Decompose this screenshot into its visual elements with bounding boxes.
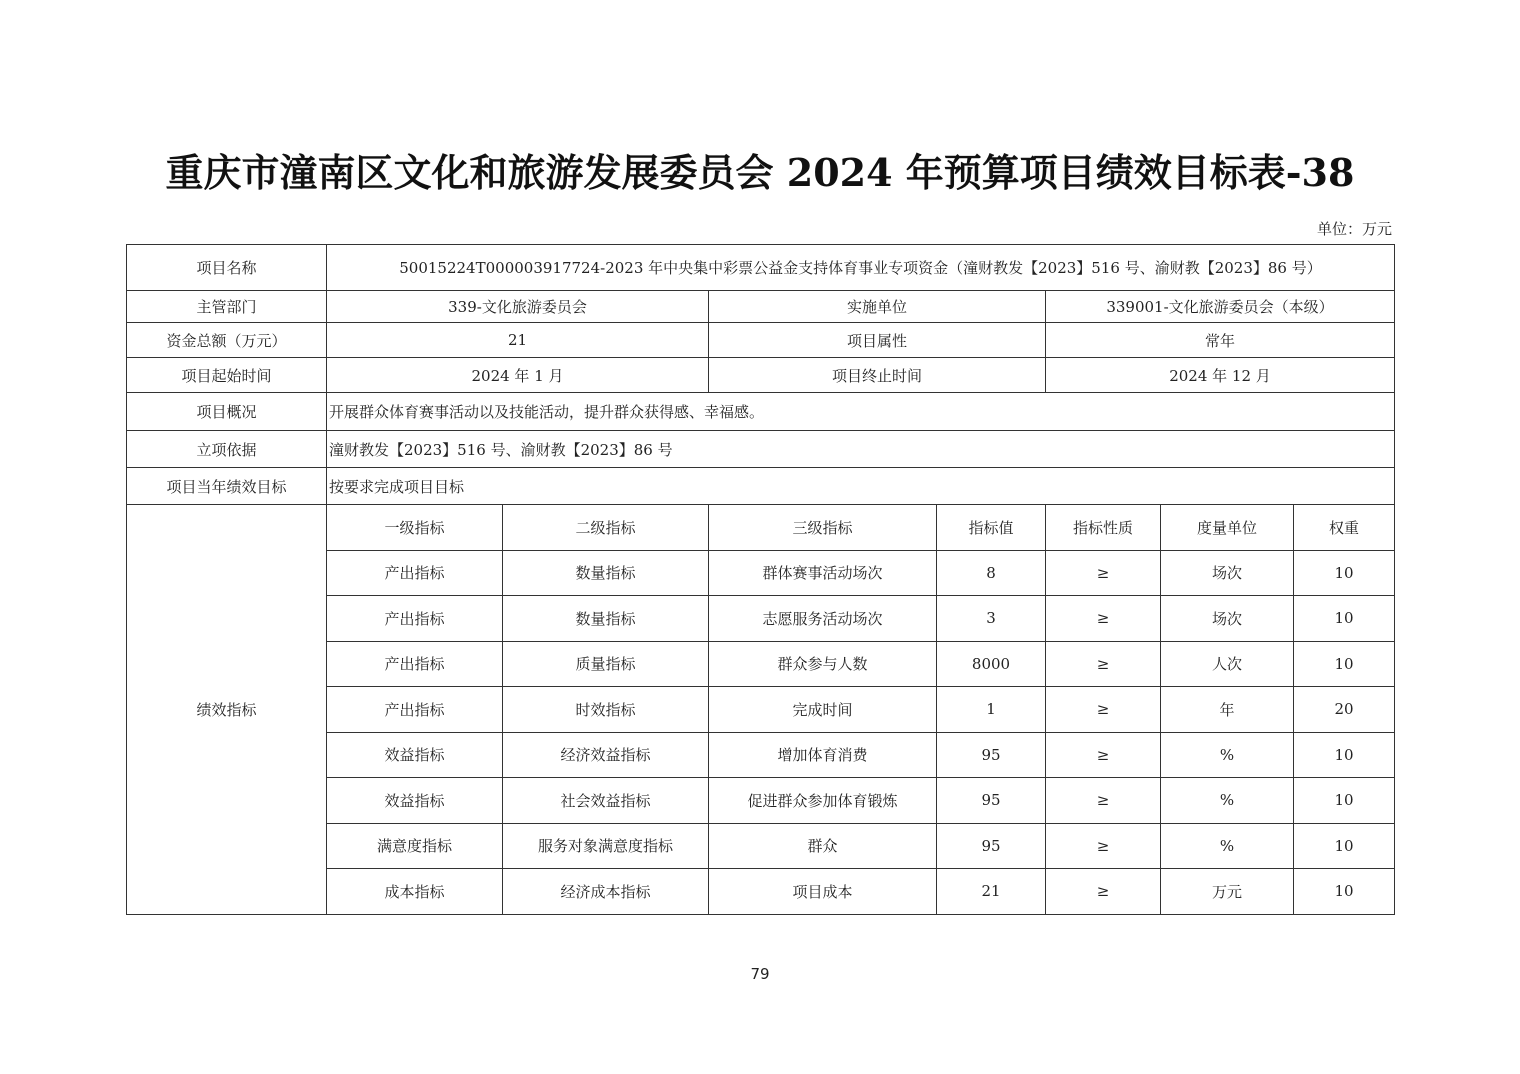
row-project-name bbox=[127, 245, 1395, 291]
level1-cell: 产出指标 bbox=[327, 687, 503, 733]
nature-cell: ≥ bbox=[1046, 687, 1161, 733]
row-annual-goal bbox=[127, 468, 1395, 505]
nature-cell: ≥ bbox=[1046, 869, 1161, 915]
value-cell: 8 bbox=[937, 550, 1046, 596]
start-label: 项目起始时间 bbox=[127, 358, 327, 393]
level2-cell: 经济效益指标 bbox=[503, 732, 709, 778]
level2-cell: 时效指标 bbox=[503, 687, 709, 733]
level1-cell: 满意度指标 bbox=[327, 823, 503, 869]
unit-cell: 万元 bbox=[1161, 869, 1294, 915]
end-value: 2024 年 12 月 bbox=[1046, 358, 1395, 393]
weight-cell: 10 bbox=[1294, 823, 1395, 869]
impl-label: 实施单位 bbox=[709, 291, 1046, 323]
attr-label: 项目属性 bbox=[709, 323, 1046, 358]
value-cell: 21 bbox=[937, 869, 1046, 915]
level2-cell: 服务对象满意度指标 bbox=[503, 823, 709, 869]
unit-label: 单位：万元 bbox=[1316, 220, 1392, 238]
header-unit: 度量单位 bbox=[1161, 505, 1294, 551]
project-name-label: 项目名称 bbox=[127, 245, 327, 291]
basis-value: 潼财教发【2023】516 号、渝财教【2023】86 号 bbox=[327, 431, 1395, 468]
unit-cell: 年 bbox=[1161, 687, 1294, 733]
header-weight: 权重 bbox=[1294, 505, 1395, 551]
indicators-section-label: 绩效指标 bbox=[127, 505, 327, 915]
row-department bbox=[127, 291, 1395, 323]
fund-label: 资金总额（万元） bbox=[127, 323, 327, 358]
header-nature: 指标性质 bbox=[1046, 505, 1161, 551]
header-level2: 二级指标 bbox=[503, 505, 709, 551]
weight-cell: 10 bbox=[1294, 550, 1395, 596]
header-level3: 三级指标 bbox=[709, 505, 937, 551]
weight-cell: 10 bbox=[1294, 778, 1395, 824]
unit-cell: 场次 bbox=[1161, 550, 1294, 596]
nature-cell: ≥ bbox=[1046, 596, 1161, 642]
summary-label: 项目概况 bbox=[127, 393, 327, 431]
level2-cell: 质量指标 bbox=[503, 641, 709, 687]
level3-cell: 志愿服务活动场次 bbox=[709, 596, 937, 642]
header-level1: 一级指标 bbox=[327, 505, 503, 551]
row-basis bbox=[127, 431, 1395, 468]
nature-cell: ≥ bbox=[1046, 823, 1161, 869]
value-cell: 95 bbox=[937, 778, 1046, 824]
attr-value: 常年 bbox=[1046, 323, 1395, 358]
nature-cell: ≥ bbox=[1046, 732, 1161, 778]
end-label: 项目终止时间 bbox=[709, 358, 1046, 393]
unit-cell: 场次 bbox=[1161, 596, 1294, 642]
level1-cell: 产出指标 bbox=[327, 550, 503, 596]
goal-value: 按要求完成项目目标 bbox=[327, 468, 1395, 505]
level1-cell: 成本指标 bbox=[327, 869, 503, 915]
unit-cell: 人次 bbox=[1161, 641, 1294, 687]
level1-cell: 产出指标 bbox=[327, 596, 503, 642]
start-value: 2024 年 1 月 bbox=[327, 358, 709, 393]
level2-cell: 经济成本指标 bbox=[503, 869, 709, 915]
unit-cell: % bbox=[1161, 778, 1294, 824]
goal-label: 项目当年绩效目标 bbox=[127, 468, 327, 505]
nature-cell: ≥ bbox=[1046, 641, 1161, 687]
basis-label: 立项依据 bbox=[127, 431, 327, 468]
weight-cell: 10 bbox=[1294, 641, 1395, 687]
level3-cell: 群众参与人数 bbox=[709, 641, 937, 687]
level3-cell: 群众 bbox=[709, 823, 937, 869]
row-fund bbox=[127, 323, 1395, 358]
page-number: 79 bbox=[750, 965, 770, 983]
performance-target-table bbox=[126, 244, 1395, 915]
summary-value: 开展群众体育赛事活动以及技能活动，提升群众获得感、幸福感。 bbox=[327, 393, 1395, 431]
weight-cell: 10 bbox=[1294, 732, 1395, 778]
level3-cell: 完成时间 bbox=[709, 687, 937, 733]
project-name-value: 50015224T000003917724-2023 年中央集中彩票公益金支持体育事业专项资金（潼财教发【2023】516 号、渝财教【2023】86 号） bbox=[327, 245, 1395, 291]
value-cell: 95 bbox=[937, 732, 1046, 778]
level2-cell: 数量指标 bbox=[503, 550, 709, 596]
level2-cell: 社会效益指标 bbox=[503, 778, 709, 824]
nature-cell: ≥ bbox=[1046, 778, 1161, 824]
impl-value: 339001-文化旅游委员会（本级） bbox=[1046, 291, 1395, 323]
unit-cell: % bbox=[1161, 732, 1294, 778]
level1-cell: 效益指标 bbox=[327, 732, 503, 778]
level3-cell: 增加体育消费 bbox=[709, 732, 937, 778]
value-cell: 8000 bbox=[937, 641, 1046, 687]
level3-cell: 群体赛事活动场次 bbox=[709, 550, 937, 596]
level1-cell: 效益指标 bbox=[327, 778, 503, 824]
level2-cell: 数量指标 bbox=[503, 596, 709, 642]
value-cell: 3 bbox=[937, 596, 1046, 642]
level3-cell: 促进群众参加体育锻炼 bbox=[709, 778, 937, 824]
level1-cell: 产出指标 bbox=[327, 641, 503, 687]
row-time bbox=[127, 358, 1395, 393]
value-cell: 1 bbox=[937, 687, 1046, 733]
value-cell: 95 bbox=[937, 823, 1046, 869]
level3-cell: 项目成本 bbox=[709, 869, 937, 915]
fund-value: 21 bbox=[327, 323, 709, 358]
unit-cell: % bbox=[1161, 823, 1294, 869]
dept-value: 339-文化旅游委员会 bbox=[327, 291, 709, 323]
nature-cell: ≥ bbox=[1046, 550, 1161, 596]
weight-cell: 20 bbox=[1294, 687, 1395, 733]
weight-cell: 10 bbox=[1294, 869, 1395, 915]
header-value: 指标值 bbox=[937, 505, 1046, 551]
row-summary bbox=[127, 393, 1395, 431]
indicator-header-row bbox=[127, 505, 1395, 551]
weight-cell: 10 bbox=[1294, 596, 1395, 642]
page-title: 重庆市潼南区文化和旅游发展委员会 2024 年预算项目绩效目标表-38 bbox=[165, 150, 1355, 195]
dept-label: 主管部门 bbox=[127, 291, 327, 323]
